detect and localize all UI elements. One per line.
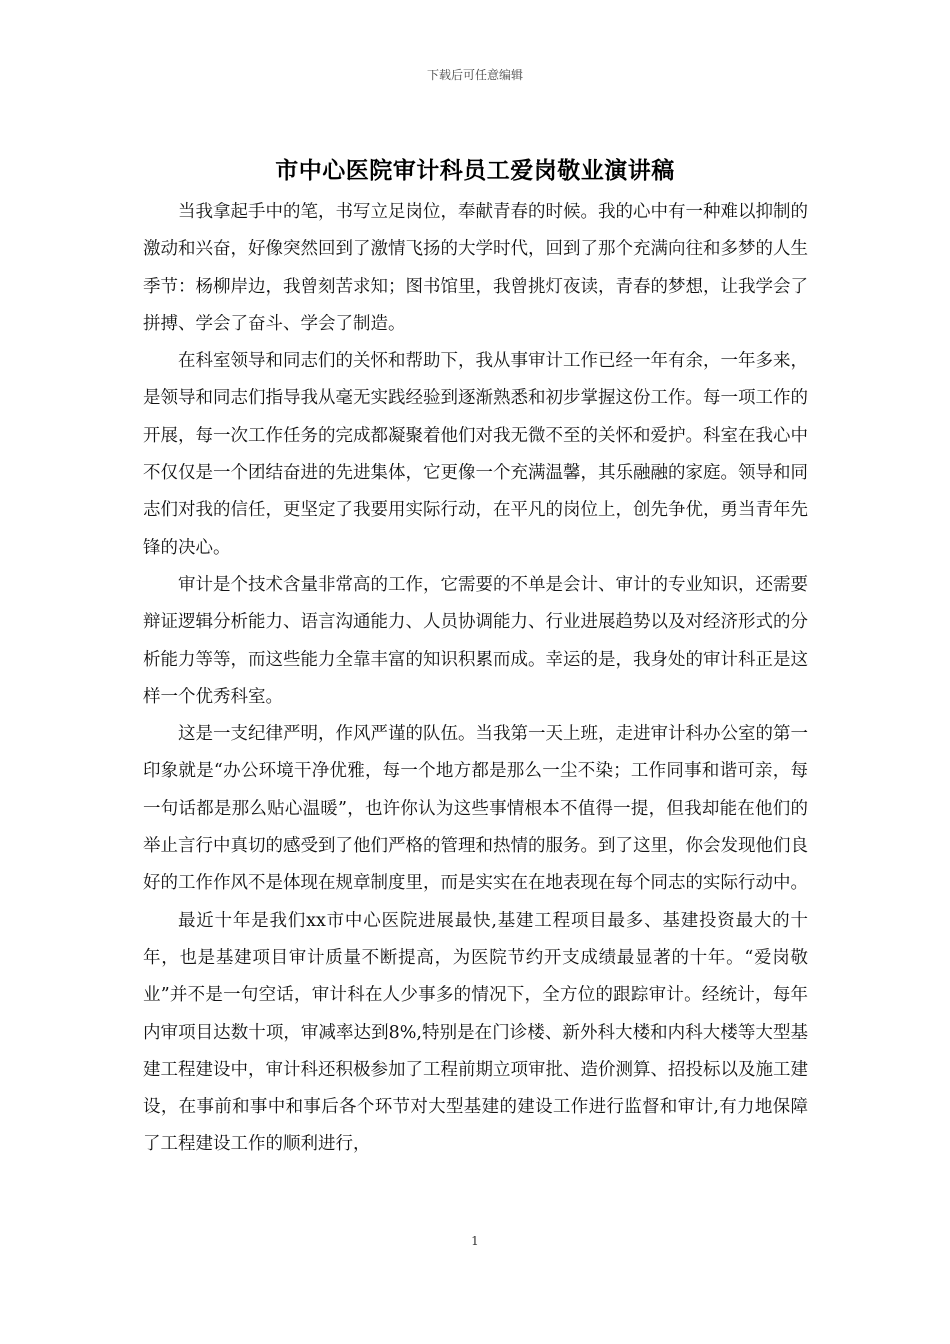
page-number: 1 <box>471 1234 479 1248</box>
paragraph-1: 当我拿起手中的笔，书写立足岗位，奉献青春的时候。我的心中有一种难以抑制的激动和兴奋，好像突然回到了激情飞扬的大学时代，回到了那个充满向往和多梦的人生季节：杨柳岸边，我曾刻苦求知；图书馆里，我曾挑灯夜读，青春的梦想，让我学会了拼搏、学会了奋斗、学会了制造。 <box>143 202 808 334</box>
document-title: 市中心医院审计科员工爱岗敬业演讲稿 <box>275 157 675 184</box>
paragraph-3: 审计是个技术含量非常高的工作，它需要的不单是会计、审计的专业知识，还需要辩证逻辑分析能力、语言沟通能力、人员协调能力、行业进展趋势以及对经济形式的分析能力等等，而这些能力全靠丰富的知识积累而成。幸运的是，我身处的审计科正是这样一个优秀科室。 <box>143 574 808 707</box>
page-header-note: 下载后可任意编辑 <box>426 68 523 82</box>
document-body <box>143 194 808 1164</box>
paragraph-2: 在科室领导和同志们的关怀和帮助下，我从事审计工作已经一年有余，一年多来，是领导和同志们指导我从毫无实践经验到逐渐熟悉和初步掌握这份工作。每一项工作的开展，每一次工作任务的完成都凝聚着他们对我无微不至的关怀和爱护。科室在我心中不仅仅是一个团结奋进的先进集体，它更像一个充满温馨，其乐融融的家庭。领导和同志们对我的信任，更坚定了我要用实际行动，在平凡的岗位上，创先争优，勇当青年先锋的决心。 <box>143 351 808 558</box>
paragraph-4: 这是一支纪律严明，作风严谨的队伍。当我第一天上班，走进审计科办公室的第一印象就是“办公环境干净优雅，每一个地方都是那么一尘不染；工作同事和谐可亲，每一句话都是那么贴心温暖”，也许你认为这些事情根本不值得一提，但我却能在他们的举止言行中真切的感受到了他们严格的管理和热情的服务。到了这里，你会发现他们良好的工作作风不是体现在规章制度里，而是实实在在地表现在每个同志的实际行动中。 <box>143 724 808 894</box>
paragraph-5: 最近十年是我们xx市中心医院进展最快,基建工程项目最多、基建投资最大的十年，也是基建项目审计质量不断提高，为医院节约开支成绩最显著的十年。“爱岗敬业”并不是一句空话，审计科在人少事多的情况下，全方位的跟踪审计。经统计，每年内审项目达数十项，审减率达到8%,特别是在门诊楼、新外科大楼和内科大楼等大型基建工程建设中，审计科还积极参加了工程前期立项审批、造价测算、招投标以及施工建设，在事前和事中和事后各个环节对大型基建的建设工作进行监督和审计,有力地保障了工程建设工作的顺利进行， <box>143 910 808 1155</box>
